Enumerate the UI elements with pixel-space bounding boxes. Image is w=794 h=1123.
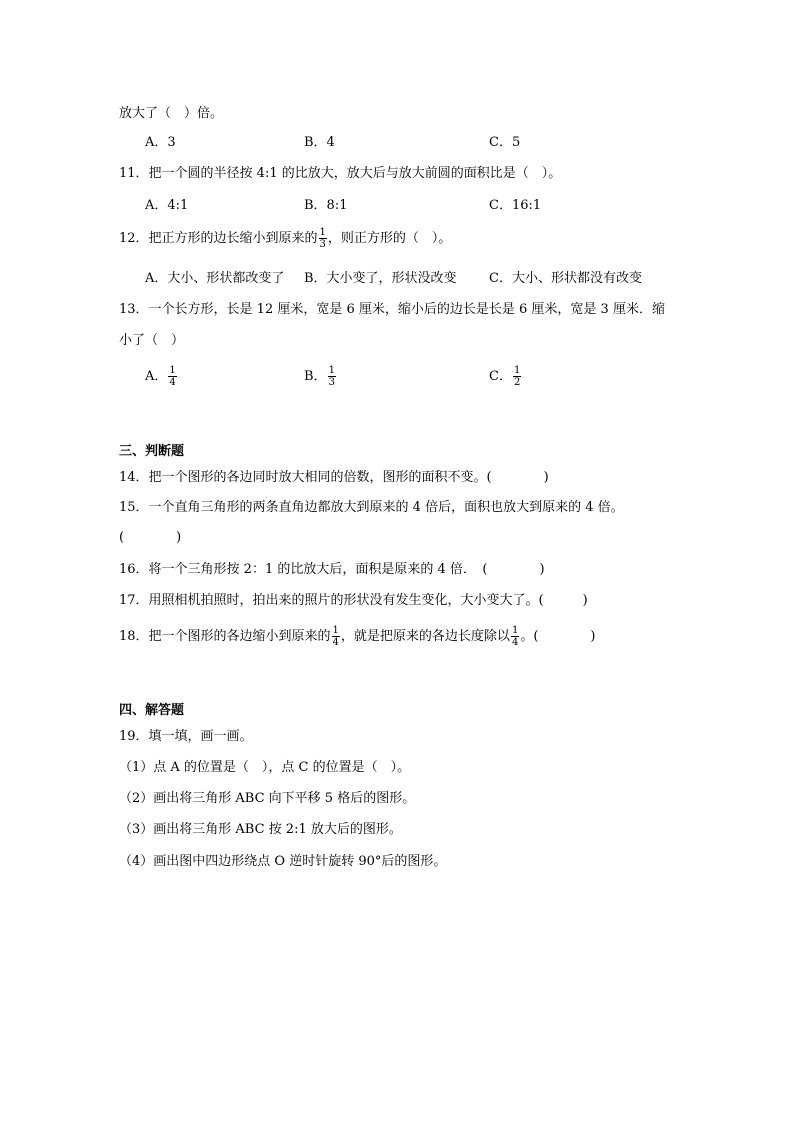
q18-fraction-2 <box>511 625 519 648</box>
q13-option-b-den: 3 <box>328 377 335 388</box>
q19-part2: （2）画出将三角形 ABC 向下平移 5 格后的图形。 <box>119 791 416 806</box>
q18-fraction-1-den: 4 <box>332 637 339 648</box>
q10-option-b[interactable]: B．4 <box>304 135 335 150</box>
q10-option-c[interactable]: C．5 <box>489 135 521 150</box>
q13-option-a-fraction <box>168 365 176 388</box>
q13-line2: 小了（ ） <box>119 333 185 348</box>
q13-line1: 13．一个长方形，长是 12 厘米，宽是 6 厘米，缩小后的边长是长是 6 厘米，宽是 3 厘米．缩 <box>119 302 665 317</box>
q12-option-c[interactable]: C．大小、形状都没有改变 <box>489 271 642 286</box>
q13-option-c-den: 2 <box>513 377 521 388</box>
q13-option-c-label: C． <box>489 369 512 384</box>
q18-fraction-2-den: 4 <box>511 637 519 648</box>
q18-mid: ，就是把原来的各边长度除以 <box>340 629 510 644</box>
q14-text: 14．把一个图形的各边同时放大相同的倍数，图形的面积不变。( ) <box>119 470 549 485</box>
q13-option-a[interactable] <box>145 359 178 395</box>
q15-line1: 15．一个直角三角形的两条直角边都放大到原来的 4 倍后，面积也放大到原来的 4 倍。 <box>119 500 624 515</box>
q11-option-b[interactable]: B．8:1 <box>304 198 348 213</box>
q12-suffix: ，则正方形的（ ）。 <box>327 231 452 246</box>
q12-fraction-num: 1 <box>319 227 326 238</box>
q11-option-c[interactable]: C．16:1 <box>489 198 542 213</box>
section4-title: 四、解答题 <box>119 703 185 718</box>
q19-part4: （4）画出图中四边形绕点 O 逆时针旋转 90°后的图形。 <box>119 854 447 869</box>
section3-title: 三、判断题 <box>119 444 185 459</box>
q19-text: 19．填一填，画一画。 <box>119 729 253 744</box>
q19-part3: （3）画出将三角形 ABC 按 2:1 放大后的图形。 <box>119 822 402 837</box>
q13-option-a-num: 1 <box>169 365 176 376</box>
q10-tail: 放大了（ ）倍。 <box>119 106 224 121</box>
q13-option-b-label: B． <box>304 369 327 384</box>
q13-option-c-num: 1 <box>513 365 521 376</box>
q13-option-b-num: 1 <box>328 365 335 376</box>
q17-text: 17．用照相机拍照时，拍出来的照片的形状没有发生变化，大小变大了。( ) <box>119 593 588 608</box>
q19-part1: （1）点 A 的位置是（ ），点 C 的位置是（ ）。 <box>119 760 411 775</box>
q13-option-a-den: 4 <box>169 377 176 388</box>
q18-fraction-1 <box>332 625 340 648</box>
q12-option-b[interactable]: B．大小变了，形状没改变 <box>304 271 457 286</box>
q13-option-a-label: A． <box>145 369 168 384</box>
q12-text <box>119 226 451 252</box>
q18-text <box>119 624 595 650</box>
q12-fraction <box>319 227 327 250</box>
q13-option-c-fraction <box>513 365 521 388</box>
q18-suffix: 。( ) <box>520 629 596 644</box>
q12-option-a[interactable]: A．大小、形状都改变了 <box>145 271 285 286</box>
q13-option-b-fraction <box>328 365 336 388</box>
q10-option-a[interactable]: A．3 <box>145 135 176 150</box>
q12-prefix: 12．把正方形的边长缩小到原来的 <box>119 231 318 246</box>
q18-fraction-1-num: 1 <box>332 625 339 636</box>
q18-prefix: 18．把一个图形的各边缩小到原来的 <box>119 629 331 644</box>
q11-text: 11．把一个圆的半径按 4:1 的比放大，放大后与放大前圆的面积比是（ ）。 <box>119 166 562 181</box>
q18-fraction-2-num: 1 <box>511 625 519 636</box>
q13-option-b[interactable] <box>304 359 337 395</box>
q15-line2: ( ) <box>119 530 182 545</box>
q13-option-c[interactable] <box>489 359 522 395</box>
q11-option-a[interactable]: A．4:1 <box>145 198 189 213</box>
q12-fraction-den: 3 <box>319 239 326 250</box>
q16-text: 16．将一个三角形按 2：1 的比放大后，面积是原来的 4 倍． ( ) <box>119 562 545 577</box>
